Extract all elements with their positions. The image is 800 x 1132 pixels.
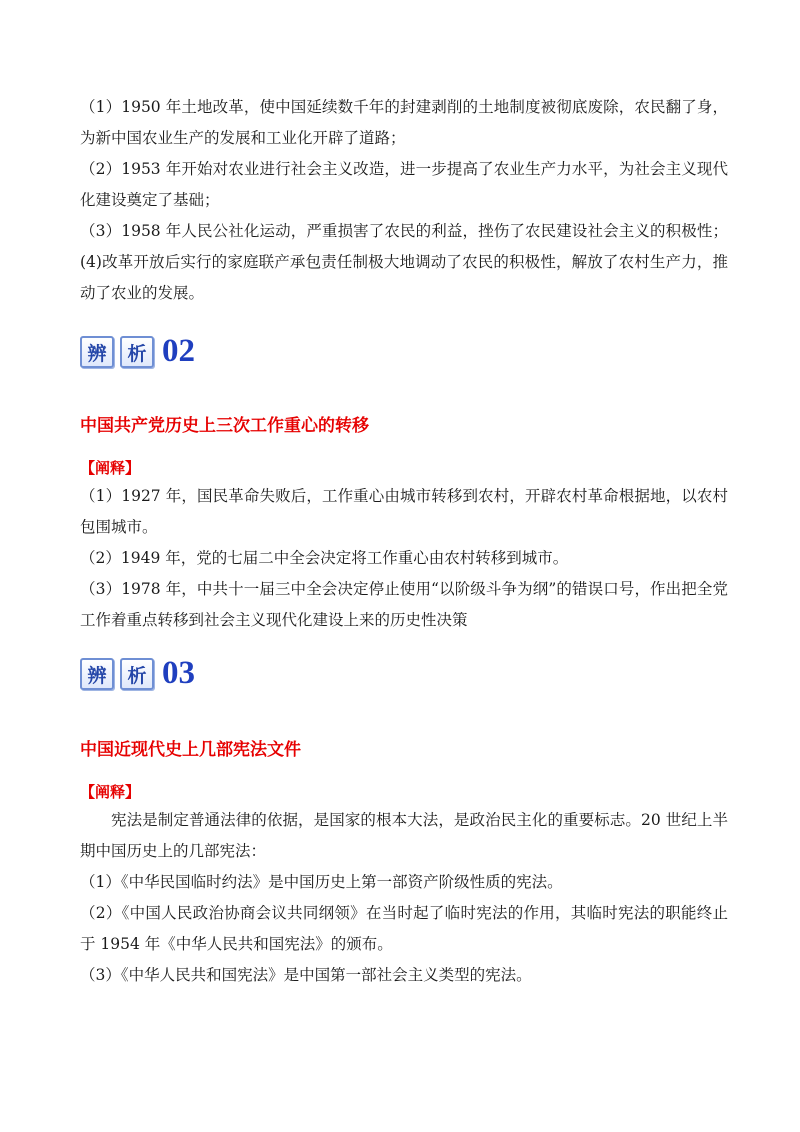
- section-badge-02: [80, 328, 195, 368]
- section-title: 中国近现代史上几部宪法文件: [80, 740, 301, 760]
- section3-item-2: （2）《中国人民政治协商会议共同纲领》在当时起了临时宪法的作用，其临时宪法的职能终止于 1954 年《中华人民共和国宪法》的颁布。: [80, 904, 728, 953]
- badge-char-xi: 析: [120, 336, 154, 368]
- section2-item-2: （2）1949 年，党的七届二中全会决定将工作重心由农村转移到城市。: [80, 549, 569, 567]
- section3-item-1: （1）《中华民国临时约法》是中国历史上第一部资产阶级性质的宪法。: [80, 873, 563, 891]
- intro-item-2: （2）1953 年开始对农业进行社会主义改造，进一步提高了农业生产力水平，为社会主义现代化建设奠定了基础；: [80, 160, 728, 209]
- badge-char-bian: 辨: [80, 336, 114, 368]
- section-number: 02: [162, 333, 195, 369]
- section-number: 03: [162, 655, 195, 691]
- section-tag: 【阐释】: [80, 783, 141, 801]
- section2-item-3: （3）1978 年，中共十一届三中全会决定停止使用“以阶级斗争为纲”的错误口号，作出把全党工作着重点转移到社会主义现代化建设上来的历史性决策: [80, 580, 728, 629]
- badge-char-xi: 析: [120, 658, 154, 690]
- section-title: 中国共产党历史上三次工作重心的转移: [80, 416, 369, 436]
- intro-item-1: （1）1950 年土地改革，使中国延续数千年的封建剥削的土地制度被彻底废除，农民翻了身，为新中国农业生产的发展和工业化开辟了道路；: [80, 98, 728, 147]
- section-badge-03: [80, 650, 195, 690]
- intro-item-3: （3）1958 年人民公社化运动，严重损害了农民的利益，挫伤了农民建设社会主义的积极性；(4)改革开放后实行的家庭联产承包责任制极大地调动了农民的积极性，解放了农村生产力，推动了农业的发展。: [80, 222, 728, 302]
- badge-char-bian: 辨: [80, 658, 114, 690]
- section-tag: 【阐释】: [80, 459, 141, 477]
- section2-item-1: （1）1927 年，国民革命失败后，工作重心由城市转移到农村，开辟农村革命根据地，以农村包围城市。: [80, 487, 728, 536]
- section3-intro: 宪法是制定普通法律的依据，是国家的根本大法，是政治民主化的重要标志。20 世纪上半期中国历史上的几部宪法：: [80, 811, 728, 860]
- section3-item-3: （3）《中华人民共和国宪法》是中国第一部社会主义类型的宪法。: [80, 966, 532, 984]
